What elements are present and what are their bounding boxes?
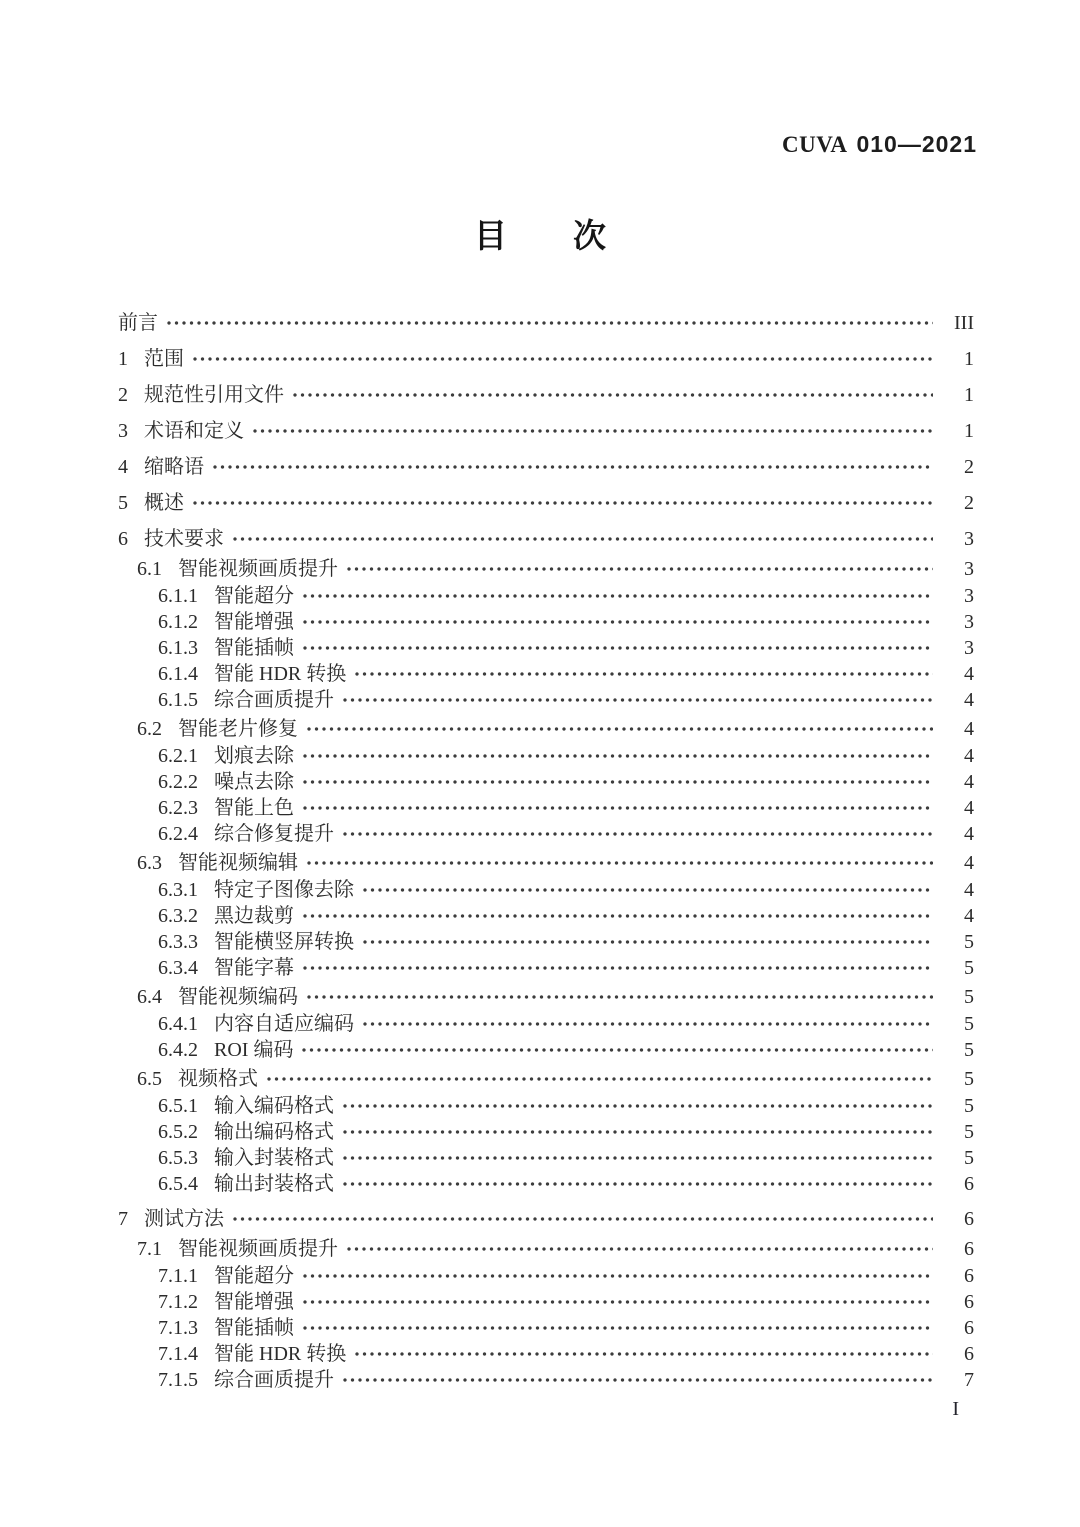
toc-entry [118,870,974,901]
toc-entry-page: 5 [964,1095,974,1117]
toc-entry [118,411,974,442]
toc-entry [118,1030,974,1061]
toc-entry-title: 智能增强 [214,1291,294,1313]
toc-entry-title: 概述 [144,492,184,514]
dot-leader [296,1282,938,1308]
toc-entry-page: 5 [964,1068,974,1090]
toc-entry [118,709,974,740]
toc-entry-title: 输出编码格式 [214,1121,334,1143]
toc-entry [118,654,974,685]
toc-entry-page: 6 [964,1238,974,1260]
dot-leader [260,1059,938,1085]
toc-entry-title: 智能视频画质提升 [178,558,338,580]
toc-entry-title: 特定子图像去除 [214,879,354,901]
toc-entry-number: 3 [118,420,128,442]
toc-entry-number: 6.1.4 [158,663,198,685]
toc-entry-page: 5 [964,931,974,953]
toc-entry-page: 1 [964,348,974,370]
dot-leader [336,814,938,840]
toc-entry-number: 6.4.1 [158,1013,198,1035]
toc-entry-title: 技术要求 [144,528,224,550]
toc-entry [118,680,974,711]
toc-entry-page: 5 [964,986,974,1008]
toc-entry-number: 6.5.1 [158,1095,198,1117]
toc-entry-number: 4 [118,456,128,478]
toc-entry [118,519,974,550]
dot-leader [300,843,938,869]
toc-entry [118,948,974,979]
toc-entry-title: 智能 HDR 转换 [214,663,347,685]
doc-code-org: CUVA [781,132,848,157]
dot-leader [186,483,938,509]
toc-entry-page: 6 [964,1291,974,1313]
dot-leader [296,576,938,602]
toc-entry-page: 4 [964,823,974,845]
toc-entry-title: 智能视频画质提升 [178,1238,338,1260]
toc-entry-number: 7.1.4 [158,1343,198,1365]
toc-entry-page: 1 [964,384,974,406]
toc-entry-number: 6.2 [137,718,162,740]
toc-entry-title: 综合画质提升 [214,1369,334,1391]
toc-entry-page: 4 [964,905,974,927]
toc-entry-number: 2 [118,384,128,406]
toc-entry [118,303,974,334]
toc-entry-number: 7.1.2 [158,1291,198,1313]
dot-leader [286,375,938,401]
toc-entry-page: 4 [964,852,974,874]
toc-entry-title: 内容自适应编码 [214,1013,354,1035]
toc-entry-number: 6.3.1 [158,879,198,901]
toc-entry-number: 7 [118,1208,128,1230]
toc-entry-title: 智能上色 [214,797,294,819]
toc-entry-number: 6.4.2 [158,1039,198,1061]
toc-entry-title: 范围 [144,348,184,370]
toc-entry-title: 术语和定义 [144,420,244,442]
toc-entry-page: 3 [964,558,974,580]
toc-entry [118,1112,974,1143]
toc-entry-title: 测试方法 [144,1208,224,1230]
dot-leader [336,1112,938,1138]
toc-entry-number: 6.1.2 [158,611,198,633]
toc-entry-title: 输出封装格式 [214,1173,334,1195]
footer-page-number: I [952,1398,959,1420]
toc-entry [118,1086,974,1117]
toc-entry-title: 智能插帧 [214,637,294,659]
toc-entry-page: 3 [964,528,974,550]
toc-entry [118,977,974,1008]
toc-entry-number: 6.5.2 [158,1121,198,1143]
toc-entry-title: 前言 [118,312,158,334]
toc-entry-title: 智能字幕 [214,957,294,979]
toc-entry [118,788,974,819]
dot-leader [300,977,938,1003]
toc-entry [118,1334,974,1365]
dot-leader [296,1256,938,1282]
toc-entry-title: 输入封装格式 [214,1147,334,1169]
toc-entry-number: 7.1.1 [158,1265,198,1287]
toc-entry-title: 黑边裁剪 [214,905,294,927]
toc-entry [118,1059,974,1090]
toc-entry-number: 6.2.4 [158,823,198,845]
toc-entry-number: 6.3.4 [158,957,198,979]
toc-entry-number: 6.5 [137,1068,162,1090]
toc-entry-page: 6 [964,1265,974,1287]
toc-entry-number: 6.1.3 [158,637,198,659]
toc-entry-title: 智能 HDR 转换 [214,1343,347,1365]
toc-entry-number: 1 [118,348,128,370]
toc-entry-number: 6.3.3 [158,931,198,953]
toc-entry-number: 6.2.2 [158,771,198,793]
toc-entry-number: 7.1.3 [158,1317,198,1339]
toc-entry-title: 规范性引用文件 [144,384,284,406]
toc-entry-number: 6.5.3 [158,1147,198,1169]
toc-entry [118,447,974,478]
toc-entry-page: 2 [964,492,974,514]
toc-entry-title: 智能增强 [214,611,294,633]
toc-entry [118,1199,974,1230]
toc-entry [118,1282,974,1313]
toc-entry [118,339,974,370]
toc-entry [118,1164,974,1195]
toc-entry-number: 7.1 [137,1238,162,1260]
dot-leader [340,549,938,575]
dot-leader [246,411,938,437]
toc-entry [118,1308,974,1339]
dot-leader [336,1138,938,1164]
toc-entry [118,1004,974,1035]
toc-entry-page: 1 [964,420,974,442]
toc-entry-page: 4 [964,745,974,767]
dot-leader [186,339,938,365]
dot-leader [300,709,938,735]
dot-leader [348,1334,938,1360]
toc-entry-page: 5 [964,1121,974,1143]
dot-leader [226,1199,938,1225]
toc-entry-number: 6.1 [137,558,162,580]
toc-entry-page: 5 [964,1147,974,1169]
toc-entry-page: 5 [964,1013,974,1035]
toc-entry-page: 4 [964,879,974,901]
dot-leader [356,1004,938,1030]
dot-leader [336,1164,938,1190]
toc-entry-title: 综合修复提升 [214,823,334,845]
toc-entry-page: 6 [964,1343,974,1365]
toc-entry-page: 4 [964,718,974,740]
toc-entry-page: 4 [964,771,974,793]
document-code [782,131,977,158]
toc-entry-title: 缩略语 [144,456,204,478]
toc-entry-title: ROI 编码 [214,1039,294,1061]
dot-leader [336,1360,938,1386]
toc-entry-title: 划痕去除 [214,745,294,767]
toc-entry [118,736,974,767]
toc-entry-page: 4 [964,797,974,819]
toc-entry-number: 6 [118,528,128,550]
toc-entry [118,549,974,580]
dot-leader [296,1308,938,1334]
toc-entry-number: 6.5.4 [158,1173,198,1195]
doc-code-number: 010—2021 [856,131,977,157]
toc-entry-title: 智能插帧 [214,1317,294,1339]
toc-entry-title: 智能超分 [214,1265,294,1287]
dot-leader [336,1086,938,1112]
dot-leader [356,922,938,948]
toc-entry-page: 4 [964,689,974,711]
dot-leader [160,303,938,329]
toc-entry-page: 6 [964,1208,974,1230]
toc-entry-page: 4 [964,663,974,685]
toc-entry-title: 智能超分 [214,585,294,607]
toc-entry-title: 视频格式 [178,1068,258,1090]
toc-entry-title: 智能横竖屏转换 [214,931,354,953]
dot-leader [348,654,938,680]
toc-entry-number: 6.3 [137,852,162,874]
dot-leader [206,447,938,473]
toc-entry-number: 6.2.3 [158,797,198,819]
toc-entry-number: 6.2.1 [158,745,198,767]
toc-title: 目 次 [474,217,606,254]
toc-entry-title: 智能视频编辑 [178,852,298,874]
toc-entry [118,814,974,845]
toc-entry [118,628,974,659]
toc-entry-number: 7.1.5 [158,1369,198,1391]
toc-entry-page: III [954,312,974,334]
toc-entry-title: 综合画质提升 [214,689,334,711]
toc-entry [118,762,974,793]
toc-entry-number: 6.1.1 [158,585,198,607]
dot-leader [340,1229,938,1255]
toc-entry-title: 输入编码格式 [214,1095,334,1117]
toc-entry-page: 5 [964,1039,974,1061]
toc-entry [118,1256,974,1287]
toc-entry-page: 3 [964,611,974,633]
toc-entry-page: 2 [964,456,974,478]
dot-leader [336,680,938,706]
toc-entry [118,576,974,607]
dot-leader [296,896,938,922]
toc-entry-title: 智能视频编码 [178,986,298,1008]
toc-entry-page: 7 [964,1369,974,1391]
dot-leader [296,602,938,628]
toc-entry-page: 3 [964,637,974,659]
toc-entry [118,1229,974,1260]
dot-leader [296,788,938,814]
toc-entry [118,896,974,927]
toc-entry-page: 6 [964,1173,974,1195]
toc-entry-title: 智能老片修复 [178,718,298,740]
toc-list [118,294,974,1391]
toc-entry [118,483,974,514]
toc-entry [118,843,974,874]
dot-leader [296,762,938,788]
toc-entry [118,375,974,406]
toc-entry [118,602,974,633]
dot-leader [356,870,938,896]
dot-leader [296,736,938,762]
toc-entry [118,922,974,953]
toc-entry-title: 噪点去除 [214,771,294,793]
toc-entry-page: 6 [964,1317,974,1339]
toc-entry [118,1360,974,1391]
dot-leader [295,1030,938,1056]
dot-leader [226,519,938,545]
toc-entry-page: 5 [964,957,974,979]
toc-entry-number: 5 [118,492,128,514]
toc-entry-number: 6.4 [137,986,162,1008]
dot-leader [296,948,938,974]
toc-entry-number: 6.1.5 [158,689,198,711]
toc-entry-number: 6.3.2 [158,905,198,927]
toc-entry-page: 3 [964,585,974,607]
dot-leader [296,628,938,654]
toc-entry [118,1138,974,1169]
